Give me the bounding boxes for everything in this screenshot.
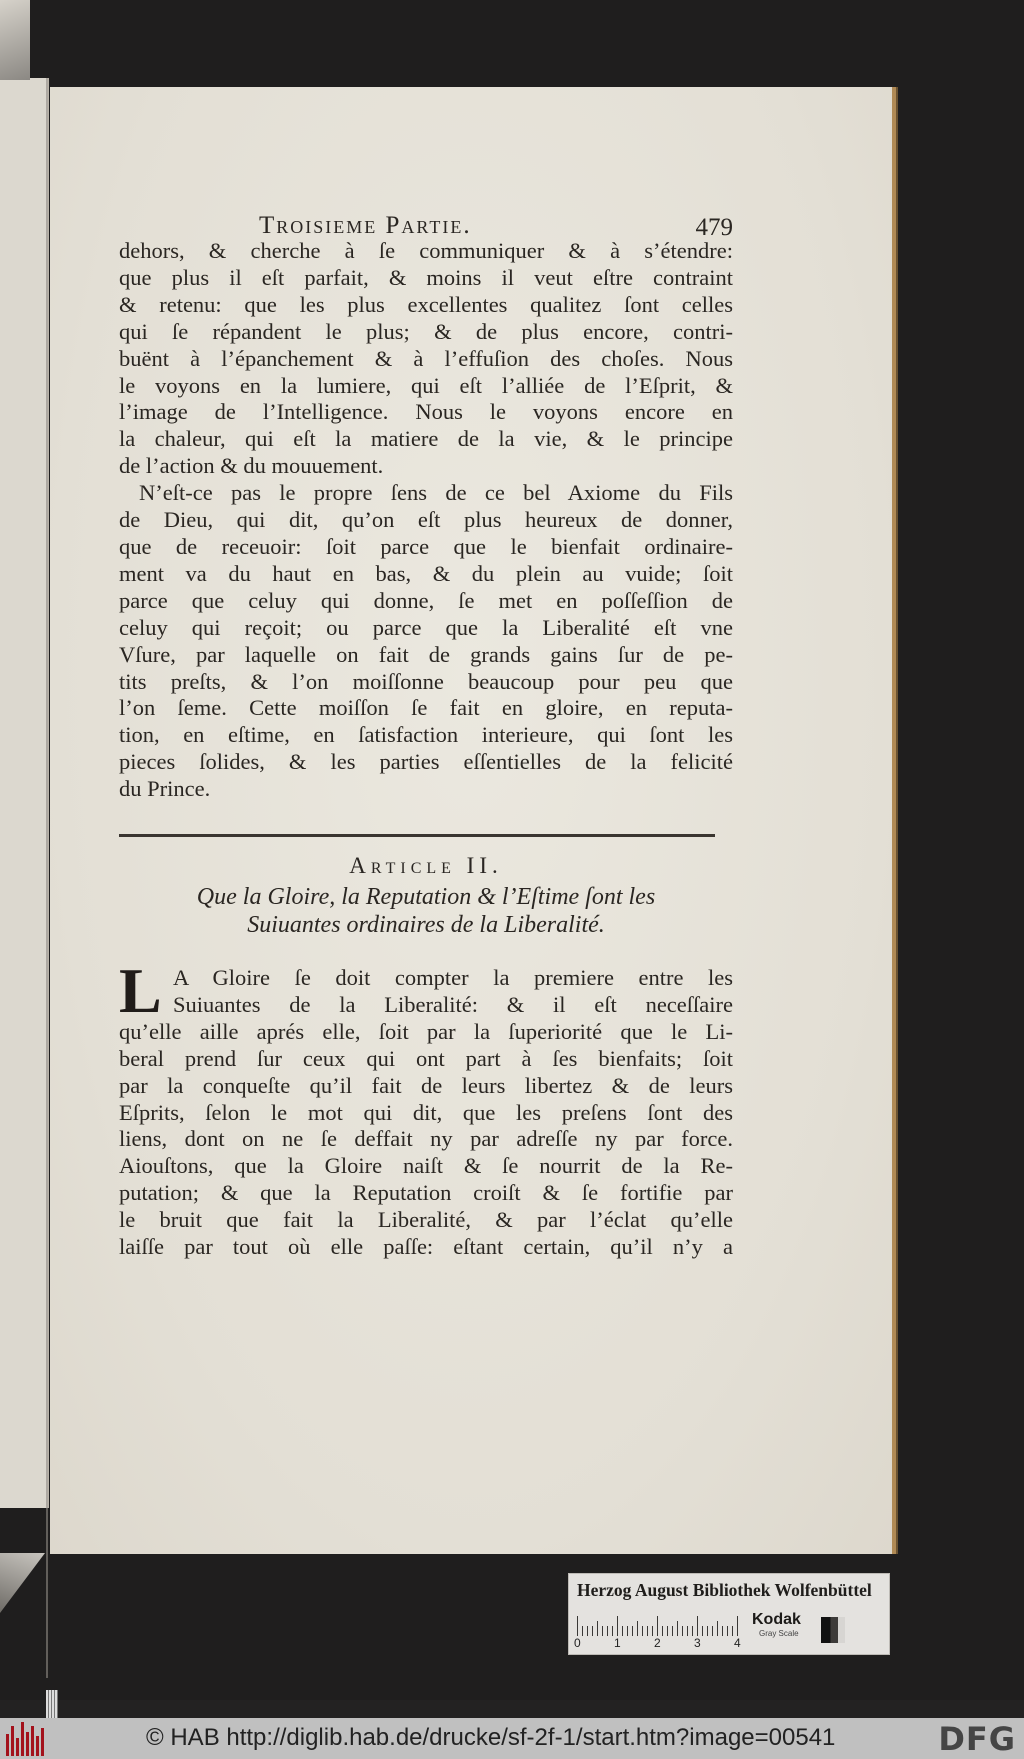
- article-subtitle-line: Suiuantes ordinaires de la Liberalité.: [247, 912, 605, 939]
- text-line: tits preſts, & l’on moiſſonne beaucoup pour peu que: [119, 668, 733, 694]
- text-line: pieces ſolides, & les parties eſſentielles de la felicité: [119, 749, 733, 775]
- ruler-tick: [627, 1626, 628, 1636]
- previous-page-edge: [0, 78, 49, 1508]
- text-line: ment va du haut en bas, & du plein au vuide; ſoit: [119, 560, 733, 586]
- paragraph-1: [119, 238, 733, 480]
- ruler-number: 2: [654, 1636, 661, 1650]
- ruler-number: 1: [614, 1636, 621, 1650]
- text-line: Aiouſtons, que la Gloire naiſt & ſe nourrit de la Re-: [119, 1153, 733, 1179]
- ruler-tick: [637, 1621, 638, 1636]
- text-line: & retenu: que les plus excellentes qualitez ſont celles: [119, 291, 733, 317]
- text-line: qu’elle aille aprés elle, ſoit par la ſuperiorité que le Li-: [119, 1018, 733, 1044]
- article-heading: Article II.: [349, 853, 503, 879]
- ruler-tick: [652, 1626, 653, 1636]
- ruler-tick: [577, 1616, 578, 1636]
- article-subtitle-line: Que la Gloire, la Reputation & l’Eſtime ſont les: [196, 884, 656, 911]
- library-name: Herzog August Bibliothek Wolfenbüttel: [577, 1580, 872, 1600]
- dfg-logo-icon: DFG: [938, 1720, 1016, 1758]
- ruler-tick: [622, 1626, 623, 1636]
- hab-logo-icon: [6, 1722, 46, 1756]
- ruler-tick: [692, 1626, 693, 1636]
- text-line: Vſure, par laquelle on fait de grands gains ſur de pe-: [119, 641, 733, 667]
- measurement-ruler: [574, 1612, 741, 1652]
- text-line: laiſſe par tout où elle paſſe: eſtant certain, qu’il n’y a: [119, 1234, 733, 1260]
- ruler-tick: [682, 1626, 683, 1636]
- text-line: celuy qui reçoit; ou parce que la Liberalité eſt vne: [119, 614, 733, 640]
- ruler-tick: [712, 1626, 713, 1636]
- section-divider-rule: [119, 834, 715, 837]
- footer-bar: [0, 1718, 1024, 1759]
- text-line: l’image de l’Intelligence. Nous le voyons encore en: [119, 399, 733, 425]
- ruler-tick: [677, 1621, 678, 1636]
- paragraph-2: [119, 480, 733, 803]
- copyright-url[interactable]: © HAB http://diglib.hab.de/drucke/sf-2f-1/start.htm?image=00541: [146, 1724, 836, 1751]
- ruler-tick: [587, 1626, 588, 1636]
- kodak-brand: Kodak: [752, 1611, 801, 1628]
- text-line: le bruit que fait la Liberalité, & par l’éclat qu’elle: [119, 1207, 733, 1233]
- text-line: par la conqueſte qu’il fait de leurs libertez & de leurs: [119, 1072, 733, 1098]
- ruler-tick: [607, 1626, 608, 1636]
- ruler-tick: [687, 1626, 688, 1636]
- ruler-tick: [707, 1626, 708, 1636]
- text-line: A Gloire ſe doit compter la premiere entre les: [173, 965, 733, 991]
- paragraph-3: [119, 955, 733, 1261]
- ruler-number: 3: [694, 1636, 701, 1650]
- library-scan-label: [568, 1573, 890, 1655]
- ruler-tick: [642, 1626, 643, 1636]
- text-line: buënt à l’épanchement & à l’effuſion des choſes. Nous: [119, 345, 733, 371]
- ruler-tick: [612, 1626, 613, 1636]
- ruler-tick: [602, 1626, 603, 1636]
- ruler-tick: [632, 1626, 633, 1636]
- page-content: [119, 212, 733, 1261]
- ruler-number: 0: [574, 1636, 581, 1650]
- ruler-tick: [647, 1626, 648, 1636]
- ruler-tick: [727, 1626, 728, 1636]
- ruler-tick: [737, 1616, 738, 1636]
- running-head: [119, 212, 733, 241]
- text-line: du Prince.: [119, 776, 211, 802]
- bookmark-ribbon: [46, 1690, 58, 1718]
- running-title: Troisieme Partie.: [259, 212, 472, 239]
- text-line: liens, dont on ne ſe deffait ny par adreſſe ny par force.: [119, 1126, 733, 1152]
- ruler-tick: [617, 1616, 618, 1636]
- ruler-number: 4: [734, 1636, 741, 1650]
- ruler-tick: [672, 1626, 673, 1636]
- text-line: qui ſe répandent le plus; & de plus encore, contri-: [119, 318, 733, 344]
- ruler-tick: [597, 1621, 598, 1636]
- book-page: [50, 87, 896, 1554]
- text-line: Suiuantes de la Liberalité: & il eſt neceſſaire: [173, 991, 733, 1017]
- text-line: N’eſt-ce pas le propre ſens de ce bel Axiome du Fils: [139, 480, 733, 506]
- ruler-tick: [592, 1626, 593, 1636]
- ruler-tick: [662, 1626, 663, 1636]
- article-subtitle: [119, 883, 733, 939]
- text-line: de Dieu, qui dit, qu’on eſt plus heureux de donner,: [119, 507, 733, 533]
- text-line: le voyons en la lumiere, qui eſt l’alliée de l’Eſprit, &: [119, 372, 733, 398]
- text-line: putation; & que la Reputation croiſt & ſe fortifie par: [119, 1180, 733, 1206]
- text-line: la chaleur, qui eſt la matiere de la vie, & le principe: [119, 426, 733, 452]
- gray-scale-swatch: [821, 1617, 845, 1643]
- ruler-tick: [657, 1616, 658, 1636]
- ruler-tick: [722, 1626, 723, 1636]
- text-line: dehors, & cherche à ſe communiquer & à s’étendre:: [119, 238, 733, 263]
- text-line: l’on ſeme. Cette moiſſon ſe fait en gloire, en reputa-: [119, 695, 733, 721]
- text-line: de l’action & du mouuement.: [119, 453, 384, 479]
- ruler-tick: [667, 1626, 668, 1636]
- previous-page-corner: [0, 0, 30, 80]
- ruler-tick: [582, 1626, 583, 1636]
- text-line: Eſprits, ſelon le mot qui dit, que les preſens ſont des: [119, 1099, 733, 1125]
- text-line: beral prend ſur ceux qui ont part à ſes bienfaits; ſoit: [119, 1045, 733, 1071]
- text-line: que de receuoir: ſoit parce que le bienfait ordinaire-: [119, 533, 733, 559]
- ruler-tick: [717, 1621, 718, 1636]
- kodak-gray-scale-label: Gray Scale: [759, 1629, 799, 1638]
- book-gutter: [46, 78, 48, 1678]
- text-line: tion, en eſtime, en ſatisfaction interieure, qui ſont les: [119, 722, 733, 748]
- ruler-tick: [697, 1616, 698, 1636]
- drop-cap: L: [119, 955, 162, 1027]
- text-line: que plus il eſt parfait, & moins il veut eſtre contraint: [119, 264, 733, 290]
- text-line: parce que celuy qui donne, ſe met en poſſeſſion de: [119, 587, 733, 613]
- ruler-tick: [732, 1626, 733, 1636]
- page-number: 479: [695, 214, 733, 241]
- ruler-tick: [702, 1626, 703, 1636]
